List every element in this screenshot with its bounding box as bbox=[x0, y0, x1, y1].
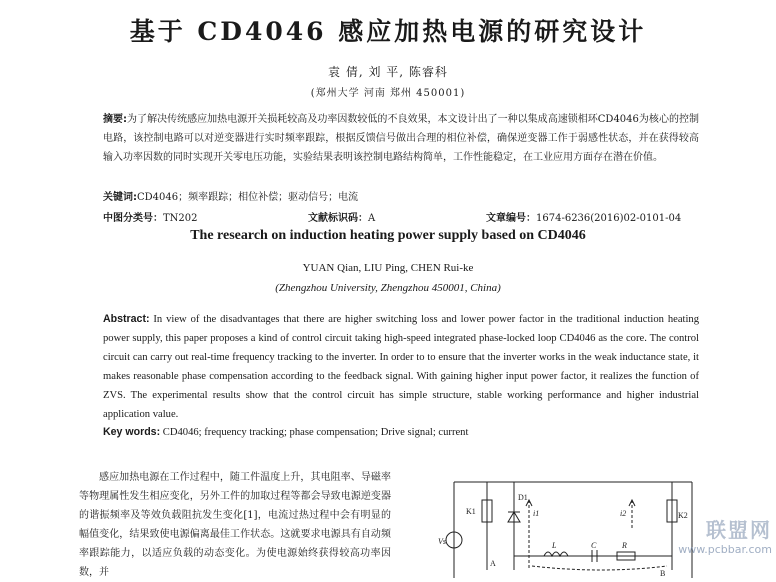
article-number bbox=[486, 209, 681, 224]
affiliation-en: (Zhengzhou University, Zhengzhou 450001, China) bbox=[275, 282, 501, 294]
label-r: R bbox=[622, 541, 627, 550]
inductor-l bbox=[544, 552, 568, 556]
authors-cn: 袁 倩, 刘 平, 陈睿科 bbox=[328, 65, 448, 79]
clc-value: TN202 bbox=[163, 213, 198, 224]
document-code bbox=[308, 209, 375, 224]
article-no-label: 文章编号： bbox=[486, 213, 536, 224]
keywords-cn bbox=[103, 188, 699, 203]
affiliation-cn: (郑州大学 河南 郑州 450001) bbox=[310, 88, 466, 99]
label-c: C bbox=[591, 541, 597, 550]
abstract-cn-label: 摘要: bbox=[103, 114, 128, 125]
label-l: L bbox=[552, 541, 557, 550]
label-i1: i1 bbox=[533, 509, 540, 518]
abstract-en-label: Abstract: bbox=[103, 313, 150, 325]
doc-code-label: 文献标识码： bbox=[308, 213, 368, 224]
label-d1: D1 bbox=[518, 493, 528, 502]
paper-title-cn: 基于 CD4046 感应加热电源的研究设计 bbox=[129, 17, 647, 46]
watermark bbox=[678, 514, 772, 556]
label-i2: i2 bbox=[620, 509, 627, 518]
keywords-cn-text: CD4046；频率跟踪；相位补偿；驱动信号；电流 bbox=[137, 192, 359, 203]
label-a: A bbox=[490, 559, 496, 568]
label-b: B bbox=[660, 569, 666, 578]
keywords-cn-label: 关键词: bbox=[103, 192, 137, 203]
current-path-i2 bbox=[532, 566, 667, 570]
abstract-en-text: In view of the disadvantages that there are higher switching loss and lower power factor in the traditional induction heating power supply, this paper proposes a kind of control circuit taking high-speed integrated phase-locked loop CD4046 as the core. The control circuit can carry out real-time frequency tracking to the inverter. In order to to ensure that the inverter works in the weak inductance state, it makes reasonable phase compensation according to the feedback signal. With gaining higher input power factor, it realizes the function of ZVS. The experimental results show that the control circuit has simple structure, stable working performance and higher industrial application value. bbox=[103, 314, 700, 420]
abstract-cn-text: 为了解决传统感应加热电源开关损耗较高及功率因数较低的不良效果，本文设计出了一种以集成高速锁相环CD4046为核心的控制电路，该控制电路可以对逆变器进行实时频率跟踪，根据反馈信号做出合理的相位补偿，确保逆变器工作于弱感性状态，并在获得较高输入功率因数的同时实现开关零电压功能，实验结果表明该控制电路结构简单，工作性能稳定，在工业应用方面存在潜在价值。 bbox=[103, 114, 699, 163]
clc-label: 中图分类号： bbox=[103, 213, 163, 224]
abstract-en bbox=[103, 310, 699, 424]
label-k2: K2 bbox=[678, 511, 688, 520]
keywords-en-label: Key words: bbox=[103, 426, 161, 438]
clc-number bbox=[103, 209, 198, 224]
authors-en: YUAN Qian, LIU Ping, CHEN Rui-ke bbox=[302, 262, 474, 274]
abstract-cn bbox=[103, 110, 699, 167]
label-vs: Vs bbox=[438, 537, 446, 546]
watermark-url: www.pcbbar.com bbox=[678, 543, 772, 556]
article-no-value: 1674-6236(2016)02-0101-04 bbox=[536, 213, 682, 224]
doc-code-value: A bbox=[368, 213, 376, 224]
label-k1: K1 bbox=[466, 507, 476, 516]
body-text-cn: 感应加热电源在工作过程中，随工件温度上升，其电阻率、导磁率等物理属性发生相应变化，另外工件的加取过程等都会导致电源逆变器的谐振频率及等效负载阻抗发生变化[1]，电流过热过程中会有明显的幅值变化，结果致使电源偏离最佳工作状态。这就要求电源具有自动频率跟踪能力，以适应负载的动态变化。为使电源始终获得较高功率因数，并 bbox=[79, 472, 391, 578]
keywords-en bbox=[103, 426, 699, 438]
paper-title-en: The research on induction heating power supply based on CD4046 bbox=[190, 228, 586, 243]
keywords-en-text: CD4046; frequency tracking; phase compensation; Drive signal; current bbox=[162, 427, 469, 438]
watermark-main: 联盟网 bbox=[706, 518, 772, 542]
